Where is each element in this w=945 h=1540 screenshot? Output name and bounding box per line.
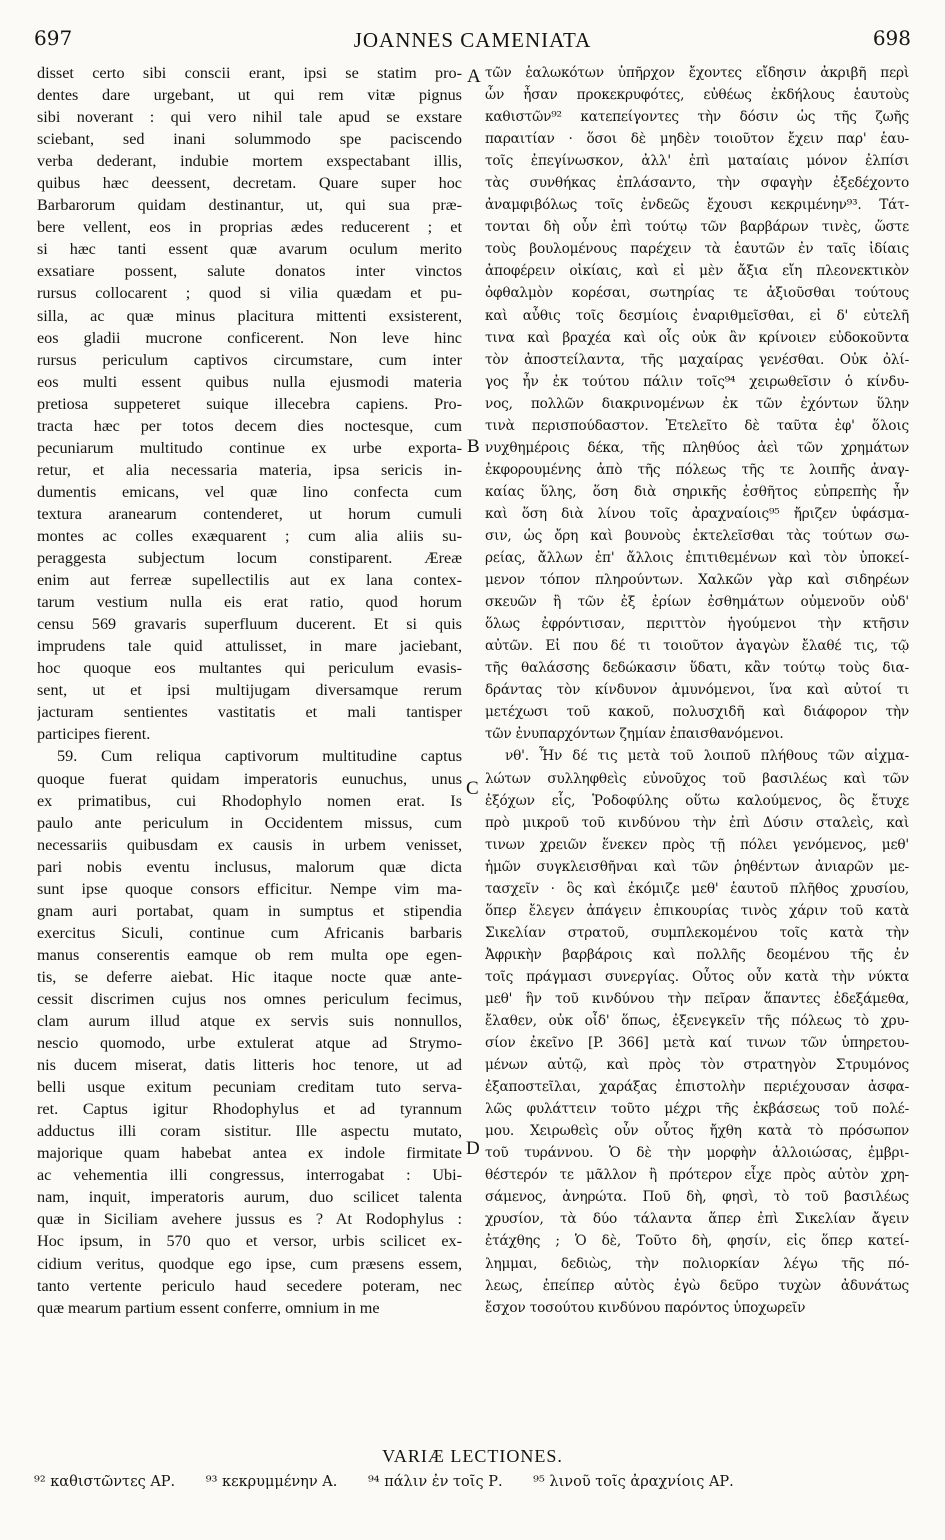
text-line: χρυσίον, τὰ δύο τάλαντα ἅπερ ἐπὶ Σικελίαν ἄγειν [485,1211,909,1228]
margin-letter-c: C [466,778,479,799]
text-line: ac vehementia illi congressus, interrogabat : Ubi- [37,1166,462,1185]
text-line: peraggesta subjectum locum constiparent. Æreæ [37,549,462,568]
text-line: manus conserentis eamque ob rem multa ope egen- [37,945,462,964]
variant-reading: ⁹⁴ πάλιν ἐν τοῖς Ρ. [367,1474,503,1490]
text-line: νυχθημέροις δέκα, τῆς πληθύος ἀεὶ τῶν χρημάτων [485,439,909,456]
text-line: τοὺς βουλομένους παρέχειν τὰ ἑαυτῶν ἐν ταῖς ἰδίαις [485,241,909,258]
text-line: sent, ut et ipsi multijugam diversamque rerum [37,681,462,700]
text-line: dentes dare urgebant, ut qui rem vitæ pignus [37,86,462,105]
text-line: τοῖς πράγμασι συνεργίας. Οὗτος οὖν κατὰ τὴν νύκτα [485,968,909,985]
text-line: δράντας τὸν κίνδυνον ἀμυνόμενοι, ἵνα καὶ αὐτοί τι [485,682,909,699]
page-number-left: 697 [34,26,73,50]
text-line: ἀποφέρειν οἰκίαις, καὶ εἰ μὲν ἄξια εἴη πλεονεκτικὸν [485,263,909,280]
text-line: 59. Cum reliqua captivorum multitudine captus [57,747,462,766]
latin-column [37,62,462,1319]
text-line: ὧν ἦσαν προκεκρυφότες, εὐθέως ἐκδήλους ἑαυτοὺς [485,87,909,104]
text-line: νθ'. Ἦν δέ τις μετὰ τοῦ λοιποῦ πλήθους τῶν αἰχμα- [505,748,909,765]
text-line: σίον ἐκεῖνο [P. 366] μετὰ καί τινων τῶν ὑπηρετου- [485,1035,909,1052]
text-line: ἔσχον τοσούτου κινδύνου παρόντος ὑποχωρεῖν [485,1299,806,1316]
text-line: belli usque exitum pecuniam creditam tuto serva- [37,1078,462,1097]
text-line: montes ac colles exæquarent ; cum alia aliis su- [37,526,462,545]
text-line: nam, inquit, imperatoris aurum, duo scilicet talenta [37,1188,462,1207]
text-line: λώτων συλληφθεὶς εὐνοῦχος τοῦ βασιλέως καὶ τῶν [485,770,909,787]
text-line: παραιτίαν · ὅσοι δὲ μηδὲν τοιοῦτον ἔχειν παρ' ἑαυ- [485,131,909,148]
text-line: τοῖς ἐπεγίνωσκον, ἀλλ' ἐπὶ ματαίαις μόνον ἐλπίσι [485,153,909,170]
text-line: μένων αὐτῷ, καὶ πρὸς τὸν στρατηγὸν Στρυμόνος [485,1057,909,1074]
margin-letter-d: D [466,1138,480,1159]
text-line: hoc quoque eos multantes qui periculum evasis- [37,659,462,678]
text-line: quæ in Siciliam avehere jussus es ? At Rodophylus : [37,1210,462,1229]
text-line: bere vellent, eos in proprias ædes reducerent ; et [37,218,462,237]
text-line: gnam auri portabat, quam in sumptus et stipendia [37,901,462,920]
text-line: pretiosa suppeteret suique illecebra capiens. Pro- [37,394,462,413]
text-line: participes fierent. [37,725,151,744]
text-line: exercitus Siculi, continue cum Africanis barbaris [37,923,462,942]
text-line: ὅλως ἐφρόντισαν, περιττὸν ἡγούμενοι τὴν κτῆσιν [485,616,909,633]
text-line: majorique quam habebat antea ex indole firmitate [37,1144,462,1163]
text-line: eos gladii mucrone conficerent. Non leve hinc [37,328,462,347]
text-line: λημμαι, δεδιὼς, τὴν πολιορκίαν λέγω τῆς πό- [485,1255,909,1272]
margin-letter-a: A [467,66,481,87]
text-line: τοῦ τυράννου. Ὁ δὲ τὴν μορφὴν ἀλλοιώσας, ἐμβρι- [485,1145,909,1162]
text-line: ὀφθαλμὸν κορέσαι, σωτηρίας τε ἀξιοῦσθαι τούτους [485,285,909,302]
variant-reading: ⁹³ κεκρυμμένην Α. [205,1474,338,1490]
text-line: νος, πολλῶν διακρινομένων ἐκ τῶν ἐχόντων ὕλην [485,395,909,412]
text-line: ἔλαθεν, οὐκ οἶδ' ὅπως, ἐξενεγκεῖν τῆς πόλεως τὸ χρυ- [485,1013,909,1030]
text-line: si hæc tanti essent quæ avarum oculum merito [37,240,462,259]
text-line: imprudens tale quid attulisset, in mare jaciebant, [37,637,462,656]
text-line: τὸν ἀποστείλαντα, τῆς μαχαίρας γενέσθαι. Οὐκ ὀλί- [485,351,909,368]
text-line: σκευῶν ἢ τῶν ἐξ ἐρίων ἐσθημάτων οὐμενοῦν οὐδ' [485,594,909,611]
text-line: enim aut ferreæ supellectilis aut ex lana contex- [37,571,462,590]
text-line: μεθ' ἣν τοῦ κινδύνου τὴν πεῖραν ἅπαντες ἐδεξάμεθα, [485,990,909,1007]
text-line: τινὰ περισπούδαστον. Ἐτελεῖτο δὲ ταῦτα ἐφ' ὅλοις [485,417,909,434]
margin-letter-b: B [467,436,480,457]
text-line: τασχεῖν · ὃς καὶ ἐκόμιζε μεθ' ἑαυτοῦ πλῆθος χρυσίου, [485,880,909,897]
text-line: sunt ipse quoque consors efficitur. Nempe vim ma- [37,879,462,898]
text-line: μετέχωσι τοῦ κακοῦ, πολυσχιδῆ καὶ διάφορον τὴν [485,704,909,721]
text-line: θέστερόν τε μᾶλλον ἢ πρότερον εἶχε πρὸς αὐτὸν χρη- [485,1167,909,1184]
text-line: tracta hæc per totos decem dies noctesque, cum [37,416,462,435]
text-line: ex primatibus, cui Rhodophylo nomen erat. Is [37,791,462,810]
text-line: textura aranearum contenderet, ut horum cumuli [37,504,462,523]
text-line: sciebant, sed inani solummodo spe paciscendo [37,130,462,149]
text-line: quoque fuerat quidam imperatoris eunuchus, unus [37,769,462,788]
text-line: Hoc ipsum, in 570 quo et versor, urbis scilicet ex- [37,1232,462,1251]
text-line: μενον τόπον πληρούντων. Χαλκῶν γὰρ καὶ σιδηρέων [485,572,909,589]
text-line: disset certo sibi conscii erant, ipsi se statim pro- [37,64,462,82]
variant-reading: ⁹² καθιστῶντες ΑΡ. [34,1474,176,1490]
variant-reading: ⁹⁵ λινοῦ τοῖς ἀραχνίοις ΑΡ. [533,1474,734,1490]
text-line: γος ἦν ἐκ τούτου πάλιν τοῖς⁹⁴ χειρωθεῖσιν ὁ κίνδυ- [485,373,909,390]
text-line: quibus hæc deessent, decretam. Quare super hoc [37,174,462,193]
text-line: Σικελίαν στρατοῦ, συμπλεκομένου τοῖς κατὰ τὴν [485,924,909,941]
text-line: τινα καὶ βραχέα καὶ οἷς οὐκ ἂν κρίνοιεν εὐδοκοῦντα [485,329,909,346]
text-line: jacturam sentientes vastitatis et mali tantisper [37,703,462,722]
page-header [34,26,911,52]
text-line: exsatiare possent, salute donatos inter vinctos [37,262,462,281]
text-line: ἡμῶν συγκλεισθῆναι καὶ τῶν ῥηθέντων ἀνιαρῶν με- [485,858,909,875]
text-line: σιν, ὡς ὄρη καὶ βουνοὺς ἐκτελεῖσθαι τὰς τούτων σω- [485,527,909,544]
text-line: rursus periculum captivos circumstare, cum inter [37,350,462,369]
text-line: καὶ αὖθις τοῖς δεσμίοις ἐναριθμεῖσθαι, εἰ δ' εὐτελῆ [485,307,909,324]
text-line: αὐτῶν. Εἰ που δέ τι τοιοῦτον ἀγαγὼν ἔλαθέ τις, τῷ [485,638,909,655]
text-line: μου. Χειρωθεὶς οὖν οὗτος ἤχθη κατὰ τὸ πρόσωπον [485,1123,909,1140]
greek-column [485,62,909,1319]
text-line: sibi noverant : qui vero nihil tale apud se exstare [37,108,462,127]
text-line: censu 569 gravaris superfluum ducerent. Et si quis [37,615,462,634]
text-line: paulo ante periculum in Occidentem missus, cum [37,813,462,832]
text-line: ρείας, ἄλλων ἐπ' ἄλλοις ἐπιτιθεμένων καὶ τὸν ὑποκεί- [485,550,909,567]
running-title: JOANNES CAMENIATA [353,28,592,52]
text-line: πρὸ μικροῦ τοῦ κινδύνου τὴν ἐπὶ Δύσιν σταλεὶς, καὶ [485,814,909,831]
text-line: clam aurum illud atque ex servis suis nonnullos, [37,1012,462,1031]
text-line: silla, ac quæ minus placitura mittenti exsisterent, [37,306,462,325]
page-number-right: 698 [872,26,911,50]
text-line: verba dederant, indubie mortem exspectabant illis, [37,152,462,171]
text-line: καθιστῶν⁹² κατεπείγοντες τὴν δόσιν ὡς τῆς ζωῆς [485,109,909,126]
text-line: ἐξαποστεῖλαι, χαράξας ἐπιστολὴν περιέχουσαν ἀσφα- [485,1079,909,1096]
text-line: ἐξόχων εἷς, Ῥοδοφύλης οὕτω καλούμενος, ὃς ἔτυχε [485,792,909,809]
text-line: ἀναμφιβόλως τοῖς ἐνδεῶς ἔχουσι κεκριμένην⁹³. Τάτ- [485,197,909,214]
text-line: τονται δὴ οὖν ἐπὶ τούτῳ τῶν βαρβάρων τινὲς, ὥστε [485,219,909,236]
text-line: retur, et alia necessaria materia, ipsa sericis in- [37,460,462,479]
text-line: nescio quomodo, urbe extulerat atque ad Strymo- [37,1034,462,1053]
text-line: dumentis emicans, vel quæ lino confecta cum [37,482,462,501]
text-line: ὅπερ ἔλεγεν ἀπάγειν ἐπικουρίας τινὸς χάριν τοῦ κατὰ [485,902,909,919]
text-line: ἐκφορουμένης ἀπὸ τῆς πόλεως τῆς τε λοιπῆς ἀναγ- [485,461,909,478]
text-line: tis, se deferre aiebat. Hic itaque nocte quæ ante- [37,967,462,986]
text-line: rursus collocarent ; quod si vilia quædam et pu- [37,284,462,303]
text-line: καὶ ὅση διὰ λίνου τοῖς ἀραχναίοις⁹⁵ ἤριζεν ὑφάσμα- [485,505,909,522]
text-line: tarum vestium nulla eis erat ratio, quod horum [37,593,462,612]
text-line: adductus illi coram sistitur. Ille aspectu mutato, [37,1122,462,1141]
text-line: τῶν ἑαλωκότων ὑπῆρχον ἔχοντες εἴδησιν ἀκριβῆ περὶ [485,65,909,81]
text-line: ret. Captus igitur Rhodophylus et ad tyrannum [37,1100,462,1119]
text-line: quæ mearum partium essent conferre, omnium in me [37,1298,380,1317]
text-line: τῶν ἐνυπαρχόντων ζημίαν ἐπαισθανόμενοι. [485,726,784,743]
variae-lectiones-title: VARIÆ LECTIONES. [382,1446,563,1466]
text-line: λεως, ἐπείπερ αὐτὸς ἐγὼ δεῦρο τυχὼν ἀδυνάτως [485,1277,909,1294]
variae-lectiones-entries [34,1474,914,1490]
text-line: eos multi essent quibus nulla ejusmodi materia [37,372,462,391]
text-line: σάμενος, ἀνηρώτα. Ποῦ δὴ, φησὶ, τὸ τοῦ βασιλέως [485,1189,909,1206]
text-line: nis ducem miserat, datis litteris hoc tenore, ut ad [37,1056,462,1075]
text-line: pari nobis eventu inclusus, malorum quæ dicta [37,857,462,876]
text-line: Ἀφρικὴν βαρβάροις καὶ πολλῆς δεομένου τῆς ἐν [485,946,909,963]
text-line: καίας ὕλης, ὅση διὰ σηρικῆς ἐσθῆτος εὐπρεπὴς ἦν [485,483,909,500]
text-line: tanto vertente periculo haud secedere poteram, nec [37,1276,462,1295]
text-line: pecuniarum multitudo continue ex urbe exporta- [37,438,462,457]
text-line: necessariis quibusdam ex causis in urbem venisset, [37,835,462,854]
text-line: Barbarorum quidam destinantur, ut, qui sua præ- [37,196,462,215]
text-line: cessit discrimen cujus nos omnes periculum fecimus, [37,989,462,1008]
text-line: ἐτάχθης ; Ὁ δὲ, Τοῦτο δὴ, φησίν, εἰς ὅπερ κατεί- [485,1233,909,1250]
text-line: τῆς θαλάσσης δεδώκασιν ὕδατι, κἂν τούτῳ τοὺς δια- [485,660,909,677]
text-line: λῶς φυλάττειν τοῦτο μέχρι τῆς ἐκβάσεως τοῦ πολέ- [485,1101,909,1118]
text-line: cidium veritus, quodque ego ipse, cum præsens essem, [37,1254,462,1273]
text-line: τινων χρειῶν ἕνεκεν πρὸς τῇ πόλει γενόμενος, μεθ' [485,836,909,853]
text-line: τὰς συνθήκας ἐπλάσαντο, τὴν σφαγὴν ἐξεδέχοντο [485,175,909,192]
